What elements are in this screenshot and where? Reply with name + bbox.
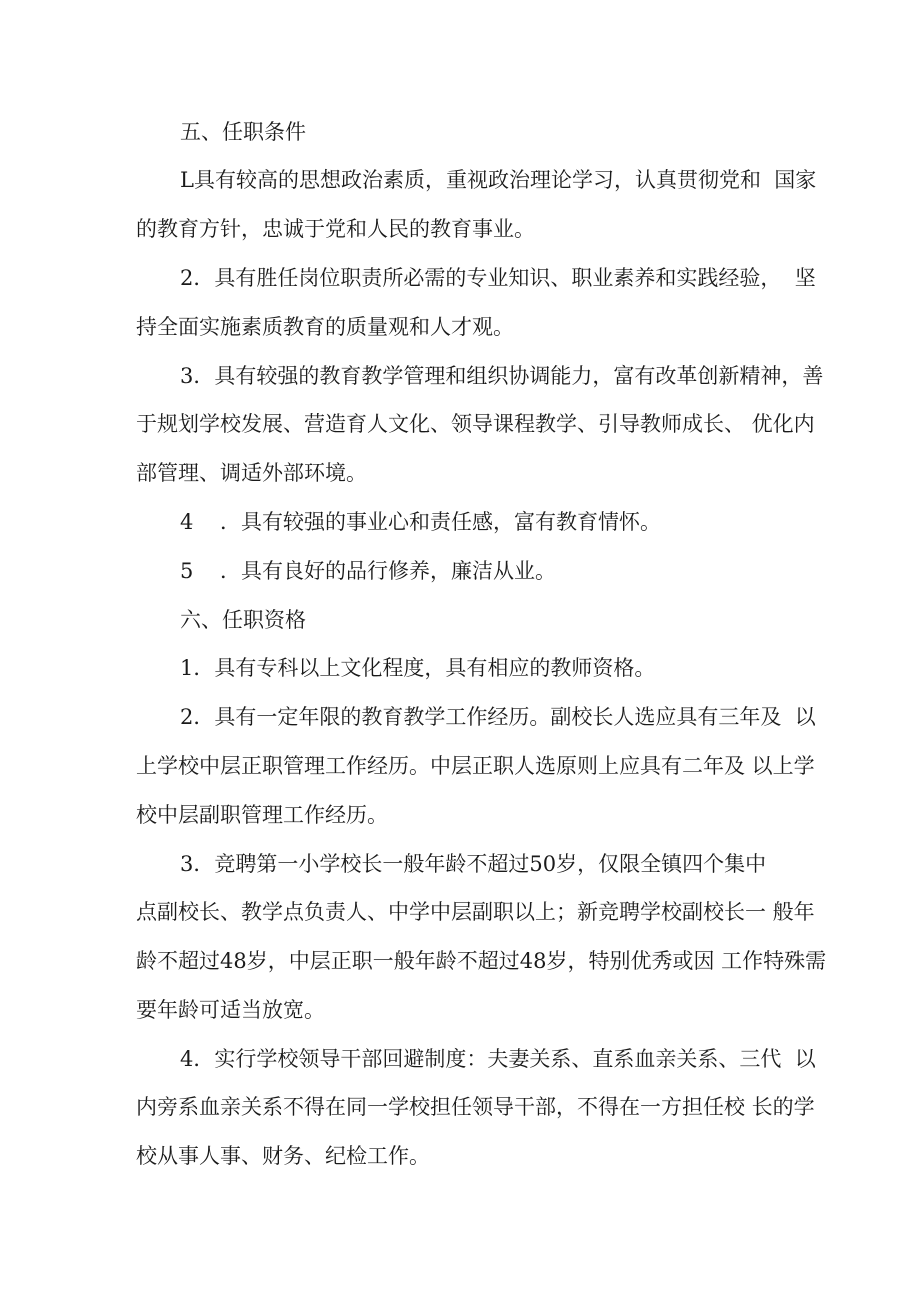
paragraph-line: 要年龄可适当放宽。 <box>136 998 325 1022</box>
paragraph-line: 4 ．具有较强的事业心和责任感，富有教育情怀。 <box>180 510 662 534</box>
paragraph-line: 于规划学校发展、营造育人文化、领导课程教学、引导教师成长、 优化内 <box>136 412 815 436</box>
paragraph-line: 点副校长、教学点负责人、中学中层副职以上；新竞聘学校副校长一 般年 <box>136 900 815 924</box>
paragraph-line: 校中层副职管理工作经历。 <box>136 803 388 827</box>
paragraph-line: 部管理、调适外部环境。 <box>136 461 367 485</box>
paragraph-line: 4．实行学校领导干部回避制度：夫妻关系、直系血亲关系、三代 以 <box>180 1047 816 1071</box>
paragraph-line: 持全面实施素质教育的质量观和人才观。 <box>136 315 514 339</box>
paragraph-line: 龄不超过48岁，中层正职一般年龄不超过48岁，特别优秀或因 工作特殊需 <box>136 949 827 973</box>
paragraph-line: 2．具有胜任岗位职责所必需的专业知识、职业素养和实践经验， 坚 <box>180 266 816 290</box>
section-heading-6: 六、任职资格 <box>180 608 306 632</box>
paragraph-line: 3．竞聘第一小学校长一般年龄不超过50岁，仅限全镇四个集中 <box>180 852 767 876</box>
section-heading-5: 五、任职条件 <box>180 120 306 144</box>
paragraph-line: 上学校中层正职管理工作经历。中层正职人选原则上应具有二年及 以上学 <box>136 754 815 778</box>
paragraph-line: 1．具有专科以上文化程度，具有相应的教师资格。 <box>180 656 656 680</box>
paragraph-line: 2．具有一定年限的教育教学工作经历。副校长人选应具有三年及 以 <box>180 705 816 729</box>
paragraph-line: 校从事人事、财务、纪检工作。 <box>136 1144 430 1168</box>
paragraph-line: L具有较高的思想政治素质，重视政治理论学习，认真贯彻党和 国家 <box>180 168 817 192</box>
paragraph-line: 内旁系血亲关系不得在同一学校担任领导干部，不得在一方担任校 长的学 <box>136 1095 815 1119</box>
paragraph-line: 5 ．具有良好的品行修养，廉洁从业。 <box>180 559 557 583</box>
paragraph-line: 3．具有较强的教育教学管理和组织协调能力，富有改革创新精神，善 <box>180 364 824 388</box>
paragraph-line: 的教育方针，忠诚于党和人民的教育事业。 <box>136 217 535 241</box>
